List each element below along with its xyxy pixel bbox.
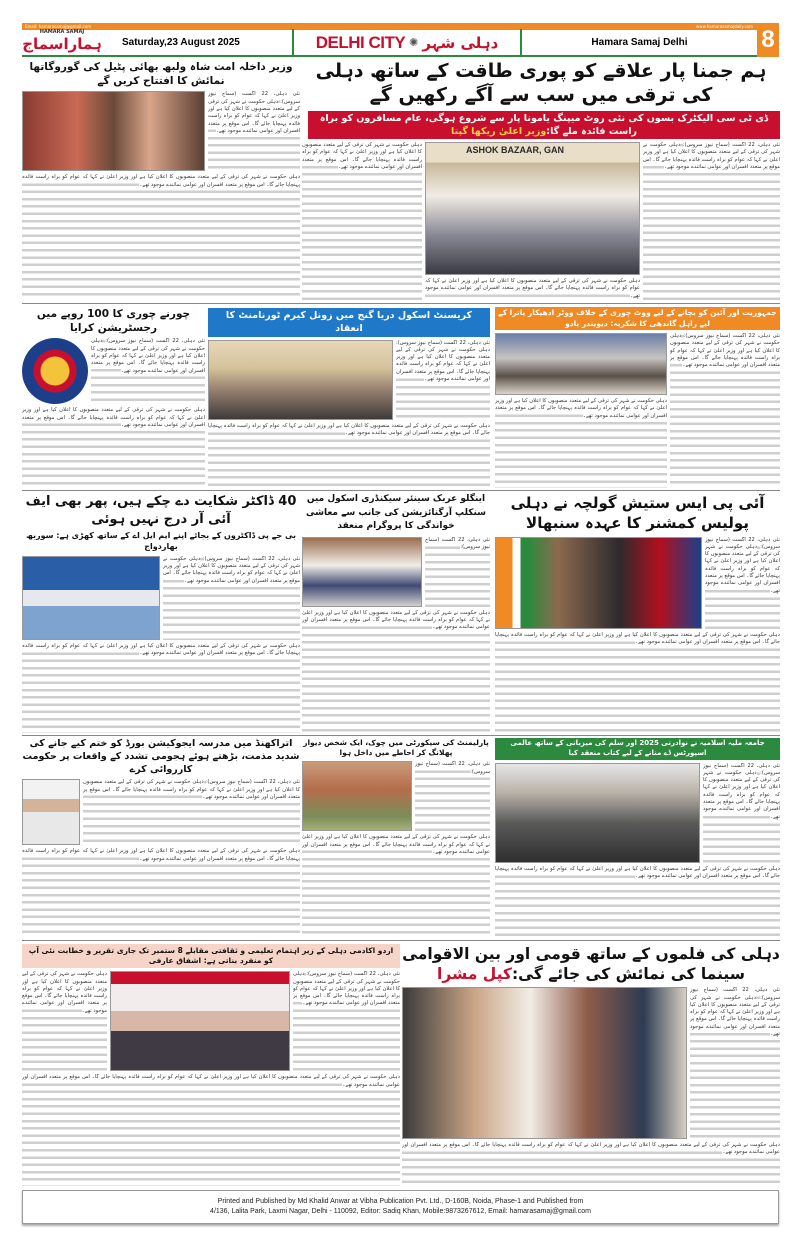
- article-text: نئی دہلی، 22 اگست (سماج نیوز سروس): دہلی حکومت نے شہر کی ترقی کے لیے متعدد منصوبوں کا اعلان کیا ہے اور وزیر اعلیٰ نے کہا کہ عوام کو براہ راست فائدہ پہنچایا جائے گا۔ اس موقع پر متعدد افسران اور عوامی نمائندے موجود تھے۔: [670, 333, 780, 488]
- article-parliament: [302, 738, 490, 937]
- page-number: 8: [757, 23, 779, 57]
- article-text: نئی دہلی، 22 اگست (سماج نیوز سروس): دہلی حکومت نے شہر کی ترقی کے لیے متعدد منصوبوں کا اعلان کیا ہے اور وزیر اعلیٰ نے کہا کہ عوام کو براہ راست فائدہ پہنچایا جائے گا۔ اس موقع پر متعدد افسران اور عوامی نمائندے موجود تھے۔: [643, 142, 780, 300]
- headline-jamia: جامعہ ملیہ اسلامیہ نے نوادرتی 2025 اور سلم کی میزبانی کے ساتھ عالمی اسپورٹس ڈے منانے کے لیے کتاب منعقد کیا: [495, 738, 780, 760]
- issue-date: Saturday,23 August 2025: [122, 37, 240, 48]
- logo-english: HAMARA SAMAJ: [39, 29, 85, 35]
- article-cinema: [402, 944, 780, 1186]
- photo-academy-competition: [110, 971, 290, 1071]
- newspaper-logo: [22, 29, 102, 56]
- headline-democracy: جمہوریت اور آئین کو بچانے کے لیے ووٹ چوری کے خلاف ووٹر ادھیکار یاترا کے لیے راہل گاندھی کا شکریہ: دیویندر یادو: [495, 307, 780, 330]
- article-theft: [22, 307, 205, 488]
- headline-urdu-academy: اردو اکادمی دہلی کے زیر اہتمام تعلیمی و ثقافتی مقابلے 8 ستمبر تک جاری تقریر و خطابت نئی آپ کو منفرد بناتی ہے: اشفاق عارفی: [22, 944, 400, 968]
- headline-anglo-arabic: اینگلو عربک سینئر سیکنڈری اسکول میں سنکلپ آرگنائزیشن کی جانب سے معاشی خواندگی کا پروگرام منعقد: [305, 494, 487, 531]
- photo-jamia-event: [495, 763, 700, 863]
- headline-carrom: کریسنٹ اسکول دریا گنج میں زونل کیرم ٹورنامنٹ کا انعقاد: [208, 308, 490, 337]
- article-madrasa: [22, 738, 300, 937]
- article-media: [495, 537, 780, 629]
- photo-students: [302, 537, 422, 607]
- article-text: دہلی حکومت نے شہر کی ترقی کے لیے متعدد منصوبوں کا اعلان کیا ہے اور وزیر اعلیٰ نے کہا کہ عوام کو براہ راست فائدہ پہنچایا جائے گا۔ اس موقع پر متعدد افسران اور عوامی نمائندے موجود تھے۔: [22, 174, 300, 300]
- article-jamnapar: [302, 60, 780, 300]
- article-text: دہلی حکومت نے شہر کی ترقی کے لیے متعدد منصوبوں کا اعلان کیا ہے اور وزیر اعلیٰ نے کہا کہ عوام کو براہ راست فائدہ پہنچایا جائے گا۔ اس موقع پر متعدد افسران اور عوامی نمائندے موجود تھے۔: [425, 278, 640, 299]
- divider: [22, 303, 780, 304]
- photo-carrom-team: [208, 340, 393, 420]
- article-urdu-academy: [22, 944, 400, 1186]
- headline-parliament: پارلیمنٹ کی سیکورٹی میں چوک، ایک شخص دیوار پھلانگ کر احاطے میں داخل ہوا: [303, 738, 489, 758]
- imprint-line-2: 4/136, Lalita Park, Laxmi Nagar, Delhi - 110092, Editor: Sadiq Khan, Mobile:9873267612, Email: hamarasamaj@gmail.com: [210, 1208, 591, 1215]
- article-text: نئی دہلی، 22 اگست (سماج نیوز سروس): دہلی حکومت نے شہر کی ترقی کے لیے متعدد منصوبوں کا اعلان کیا ہے اور وزیر اعلیٰ نے کہا کہ عوام کو براہ راست فائدہ پہنچایا جائے گا۔ اس موقع پر متعدد افسران اور عوامی نمائندے موجود تھے۔: [396, 340, 490, 420]
- article-text: نئی دہلی، 22 اگست (سماج نیوز سروس): دہلی حکومت نے شہر کی ترقی کے لیے متعدد منصوبوں کا اعلان کیا ہے اور وزیر اعلیٰ نے کہا کہ عوام کو براہ راست فائدہ پہنچایا جائے گا۔ اس موقع پر متعدد افسران اور عوامی نمائندے موجود تھے۔: [83, 779, 300, 845]
- photo-press-conference: [22, 556, 160, 640]
- headline-cinema-highlight: کپل مشرا: [437, 965, 512, 984]
- photo-parliament: [302, 761, 412, 831]
- headline-amit-shah: وزیر داخلہ امت شاہ ولبھ بھائی پٹیل کی گوروگاتھا نمائش کا افتتاح کریں گے: [29, 61, 293, 88]
- headline-doctors: 40 ڈاکٹر شکایت دے چکے ہیں، پھر بھی ایف آئی آر درج نہیں ہوئی: [25, 494, 297, 527]
- section-ur: دہلی شہر: [422, 33, 499, 52]
- paper-name: Hamara Samaj Delhi: [591, 37, 688, 48]
- article-text: دہلی حکومت نے شہر کی ترقی کے لیے متعدد منصوبوں کا اعلان کیا ہے اور وزیر اعلیٰ نے کہا کہ عوام کو براہ راست فائدہ پہنچایا جائے گا۔ اس موقع پر متعدد افسران اور عوامی نمائندے موجود تھے۔: [495, 632, 780, 734]
- photo-meeting: [495, 333, 667, 395]
- headline-madrasa: اتراکھنڈ میں مدرسہ ایجوکیشن بورڈ کو ختم کیے جانے کی شدید مذمت، بڑھتے ہوئے ہجومی تشدد کے واقعات پر حکومت کارروائی کرے: [22, 738, 300, 775]
- article-text: دہلی حکومت نے شہر کی ترقی کے لیے متعدد منصوبوں کا اعلان کیا ہے اور وزیر اعلیٰ نے کہا کہ عوام کو براہ راست فائدہ پہنچایا جائے گا۔ اس موقع پر متعدد افسران اور عوامی نمائندے موجود تھے۔: [402, 1142, 780, 1186]
- article-democracy: [495, 307, 780, 488]
- subhead-text: ڈی ٹی سی الیکٹرک بسوں کی نئی روٹ میپنگ یامونا پار سے شروع ہوگی، عام مسافروں کو براہ راست فائدہ ملے گا:: [319, 112, 769, 137]
- article-text: دہلی حکومت نے شہر کی ترقی کے لیے متعدد منصوبوں کا اعلان کیا ہے اور وزیر اعلیٰ نے کہا کہ عوام کو براہ راست فائدہ پہنچایا جائے گا۔ اس موقع پر متعدد افسران اور عوامی نمائندے موجود تھے۔: [22, 971, 107, 1071]
- article-media: [302, 761, 490, 831]
- article-media: [22, 971, 400, 1071]
- delhi-police-logo: [22, 338, 88, 404]
- article-doctors: [22, 493, 300, 733]
- photo-banner-text: ASHOK BAZAAR, GAN: [466, 145, 564, 156]
- section-en: DELHI CITY: [315, 32, 406, 52]
- article-text: دہلی حکومت نے شہر کی ترقی کے لیے متعدد منصوبوں کا اعلان کیا ہے اور وزیر اعلیٰ نے کہا کہ عوام کو براہ راست فائدہ پہنچایا جائے گا۔ اس موقع پر متعدد افسران اور عوامی نمائندے موجود تھے۔: [22, 407, 205, 488]
- divider: [22, 735, 780, 736]
- article-media: [208, 340, 490, 420]
- subhead-highlight: وزیر اعلیٰ ریکھا گپتا: [451, 125, 547, 137]
- article-text: دہلی حکومت نے شہر کی ترقی کے لیے متعدد منصوبوں کا اعلان کیا ہے اور وزیر اعلیٰ نے کہا کہ عوام کو براہ راست فائدہ پہنچایا جائے گا۔ اس موقع پر متعدد افسران اور عوامی نمائندے موجود تھے۔: [495, 398, 667, 488]
- subhead-bar: [308, 111, 780, 140]
- section-title: [292, 29, 522, 56]
- photo-award-ceremony: [425, 142, 640, 275]
- article-jamia: [495, 738, 780, 937]
- article-text: نئی دہلی، 22 اگست (سماج نیوز سروس): دہلی حکومت نے شہر کی ترقی کے لیے متعدد منصوبوں کا اعلان کیا ہے اور وزیر اعلیٰ نے کہا کہ عوام کو براہ راست فائدہ پہنچایا جائے گا۔ اس موقع پر متعدد افسران اور عوامی نمائندے موجود تھے۔: [208, 91, 300, 171]
- article-media: [22, 91, 300, 171]
- photo-portrait: [22, 779, 80, 845]
- article-text: دہلی حکومت نے شہر کی ترقی کے لیے متعدد منصوبوں کا اعلان کیا ہے اور وزیر اعلیٰ نے کہا کہ عوام کو براہ راست فائدہ پہنچایا جائے گا۔ اس موقع پر متعدد افسران اور عوامی نمائندے موجود تھے۔: [302, 834, 490, 937]
- article-text: نئی دہلی، 22 اگست (سماج نیوز سروس): دہلی حکومت نے شہر کی ترقی کے لیے متعدد منصوبوں کا اعلان کیا ہے اور وزیر اعلیٰ نے کہا کہ عوام کو براہ راست فائدہ پہنچایا جائے گا۔ اس موقع پر متعدد افسران اور عوامی نمائندے موجود تھے۔: [163, 556, 300, 640]
- article-media: [302, 537, 490, 607]
- article-text: نئی دہلی، 22 اگست (سماج نیوز سروس):: [425, 537, 490, 607]
- article-text: نئی دہلی، 22 اگست (سماج نیوز سروس): دہلی حکومت نے شہر کی ترقی کے لیے متعدد منصوبوں کا اعلان کیا ہے اور وزیر اعلیٰ نے کہا کہ عوام کو براہ راست فائدہ پہنچایا جائے گا۔ اس موقع پر متعدد افسران اور عوامی نمائندے موجود تھے۔: [690, 987, 780, 1139]
- article-text: نئی دہلی، 22 اگست (سماج نیوز سروس): دہلی حکومت نے شہر کی ترقی کے لیے متعدد منصوبوں کا اعلان کیا ہے اور وزیر اعلیٰ نے کہا کہ عوام کو براہ راست فائدہ پہنچایا جائے گا۔ اس موقع پر متعدد افسران اور عوامی نمائندے موجود تھے۔: [705, 537, 780, 629]
- email-text: Email: hamarasamaj@gmail.com: [25, 24, 92, 29]
- imprint-line-1: Printed and Published by Md Khalid Anwar at Vibha Publication Pvt. Ltd., D-160B, Noida, Phase-1 and Published from: [217, 1198, 584, 1205]
- photo-column: [495, 333, 667, 488]
- article-text: نئی دہلی، 22 اگست (سماج نیوز سروس):: [415, 761, 490, 831]
- divider: [22, 940, 780, 941]
- subhead-doctors: بی جے پی ڈاکٹروں کے بجائے اپنے ایم ایل اے کے ساتھ کھڑی ہے: سوربھ بھاردواج: [25, 531, 297, 551]
- article-ips: [495, 493, 780, 733]
- photo-police-commissioner: [495, 537, 702, 629]
- photo-column: [425, 142, 640, 300]
- article-carrom: [208, 308, 490, 488]
- article-text: دہلی حکومت نے شہر کی ترقی کے لیے متعدد منصوبوں کا اعلان کیا ہے اور وزیر اعلیٰ نے کہا کہ عوام کو براہ راست فائدہ پہنچایا جائے گا۔ اس موقع پر متعدد افسران اور عوامی نمائندے موجود تھے۔: [495, 866, 780, 937]
- photo-film-meeting: [402, 987, 687, 1139]
- masthead: [22, 30, 757, 57]
- photo-officials: [22, 91, 205, 171]
- article-body: [495, 333, 780, 488]
- article-text: دہلی حکومت نے شہر کی ترقی کے لیے متعدد منصوبوں کا اعلان کیا ہے اور وزیر اعلیٰ نے کہا کہ عوام کو براہ راست فائدہ پہنچایا جائے گا۔ اس موقع پر متعدد افسران اور عوامی نمائندے موجود تھے۔: [302, 142, 422, 300]
- article-anglo-arabic: [302, 493, 490, 733]
- website-link[interactable]: www.hamarasamajdaily.com: [696, 24, 753, 29]
- article-text: دہلی حکومت نے شہر کی ترقی کے لیے متعدد منصوبوں کا اعلان کیا ہے اور وزیر اعلیٰ نے کہا کہ عوام کو براہ راست فائدہ پہنچایا جائے گا۔ اس موقع پر متعدد افسران اور عوامی نمائندے موجود تھے۔: [208, 423, 490, 488]
- article-amit-shah: [22, 60, 300, 300]
- ornament-icon: ✺: [409, 36, 419, 49]
- headline-jamnapar: ہم جمنا پار علاقے کو پوری طاقت کے ساتھ دہلی کی ترقی میں سب سے آگے رکھیں گے: [315, 60, 767, 106]
- headline-cinema: [402, 944, 780, 984]
- article-body: [302, 142, 780, 300]
- headline-theft: چورنے چوری کا 100 روپے میں رجسٹریشن کرایا: [36, 308, 191, 335]
- article-media: [495, 763, 780, 863]
- divider: [22, 490, 780, 491]
- article-text: دہلی حکومت نے شہر کی ترقی کے لیے متعدد منصوبوں کا اعلان کیا ہے اور وزیر اعلیٰ نے کہا کہ عوام کو براہ راست فائدہ پہنچایا جائے گا۔ اس موقع پر متعدد افسران اور عوامی نمائندے موجود تھے۔: [22, 1074, 400, 1186]
- headline-cinema-text: دہلی کی فلموں کے ساتھ قومی اور بین الاقوامی سینما کی نمائش کی جائے گی:: [402, 945, 780, 984]
- logo-urdu: ہماراسماج: [22, 35, 102, 53]
- article-media: [402, 987, 780, 1139]
- article-media: [22, 779, 300, 845]
- article-media: [22, 556, 300, 640]
- article-text: نئی دہلی، 22 اگست (سماج نیوز سروس): دہلی حکومت نے شہر کی ترقی کے لیے متعدد منصوبوں کا اعلان کیا ہے اور وزیر اعلیٰ نے کہا کہ عوام کو براہ راست فائدہ پہنچایا جائے گا۔ اس موقع پر متعدد افسران اور عوامی نمائندے موجود تھے۔: [703, 763, 780, 863]
- imprint-footer: [22, 1190, 779, 1224]
- article-text: نئی دہلی، 22 اگست (سماج نیوز سروس): دہلی حکومت نے شہر کی ترقی کے لیے متعدد منصوبوں کا اعلان کیا ہے اور وزیر اعلیٰ نے کہا کہ عوام کو براہ راست فائدہ پہنچایا جائے گا۔ اس موقع پر متعدد افسران اور عوامی نمائندے موجود تھے۔: [293, 971, 400, 1071]
- headline-ips: آئی پی ایس ستیش گولچہ نے دہلی پولیس کمشنر کا عہدہ سنبھالا: [510, 494, 765, 533]
- article-text: نئی دہلی، 22 اگست (سماج نیوز سروس): دہلی حکومت نے شہر کی ترقی کے لیے متعدد منصوبوں کا اعلان کیا ہے اور وزیر اعلیٰ نے کہا کہ عوام کو براہ راست فائدہ پہنچایا جائے گا۔ اس موقع پر متعدد افسران اور عوامی نمائندے موجود تھے۔: [91, 338, 205, 404]
- article-text: دہلی حکومت نے شہر کی ترقی کے لیے متعدد منصوبوں کا اعلان کیا ہے اور وزیر اعلیٰ نے کہا کہ عوام کو براہ راست فائدہ پہنچایا جائے گا۔ اس موقع پر متعدد افسران اور عوامی نمائندے موجود تھے۔: [22, 848, 300, 937]
- article-media: [22, 338, 205, 404]
- article-text: دہلی حکومت نے شہر کی ترقی کے لیے متعدد منصوبوں کا اعلان کیا ہے اور وزیر اعلیٰ نے کہا کہ عوام کو براہ راست فائدہ پہنچایا جائے گا۔ اس موقع پر متعدد افسران اور عوامی نمائندے موجود تھے۔: [22, 643, 300, 733]
- article-text: دہلی حکومت نے شہر کی ترقی کے لیے متعدد منصوبوں کا اعلان کیا ہے اور وزیر اعلیٰ نے کہا کہ عوام کو براہ راست فائدہ پہنچایا جائے گا۔ اس موقع پر متعدد افسران اور عوامی نمائندے موجود تھے۔: [302, 610, 490, 734]
